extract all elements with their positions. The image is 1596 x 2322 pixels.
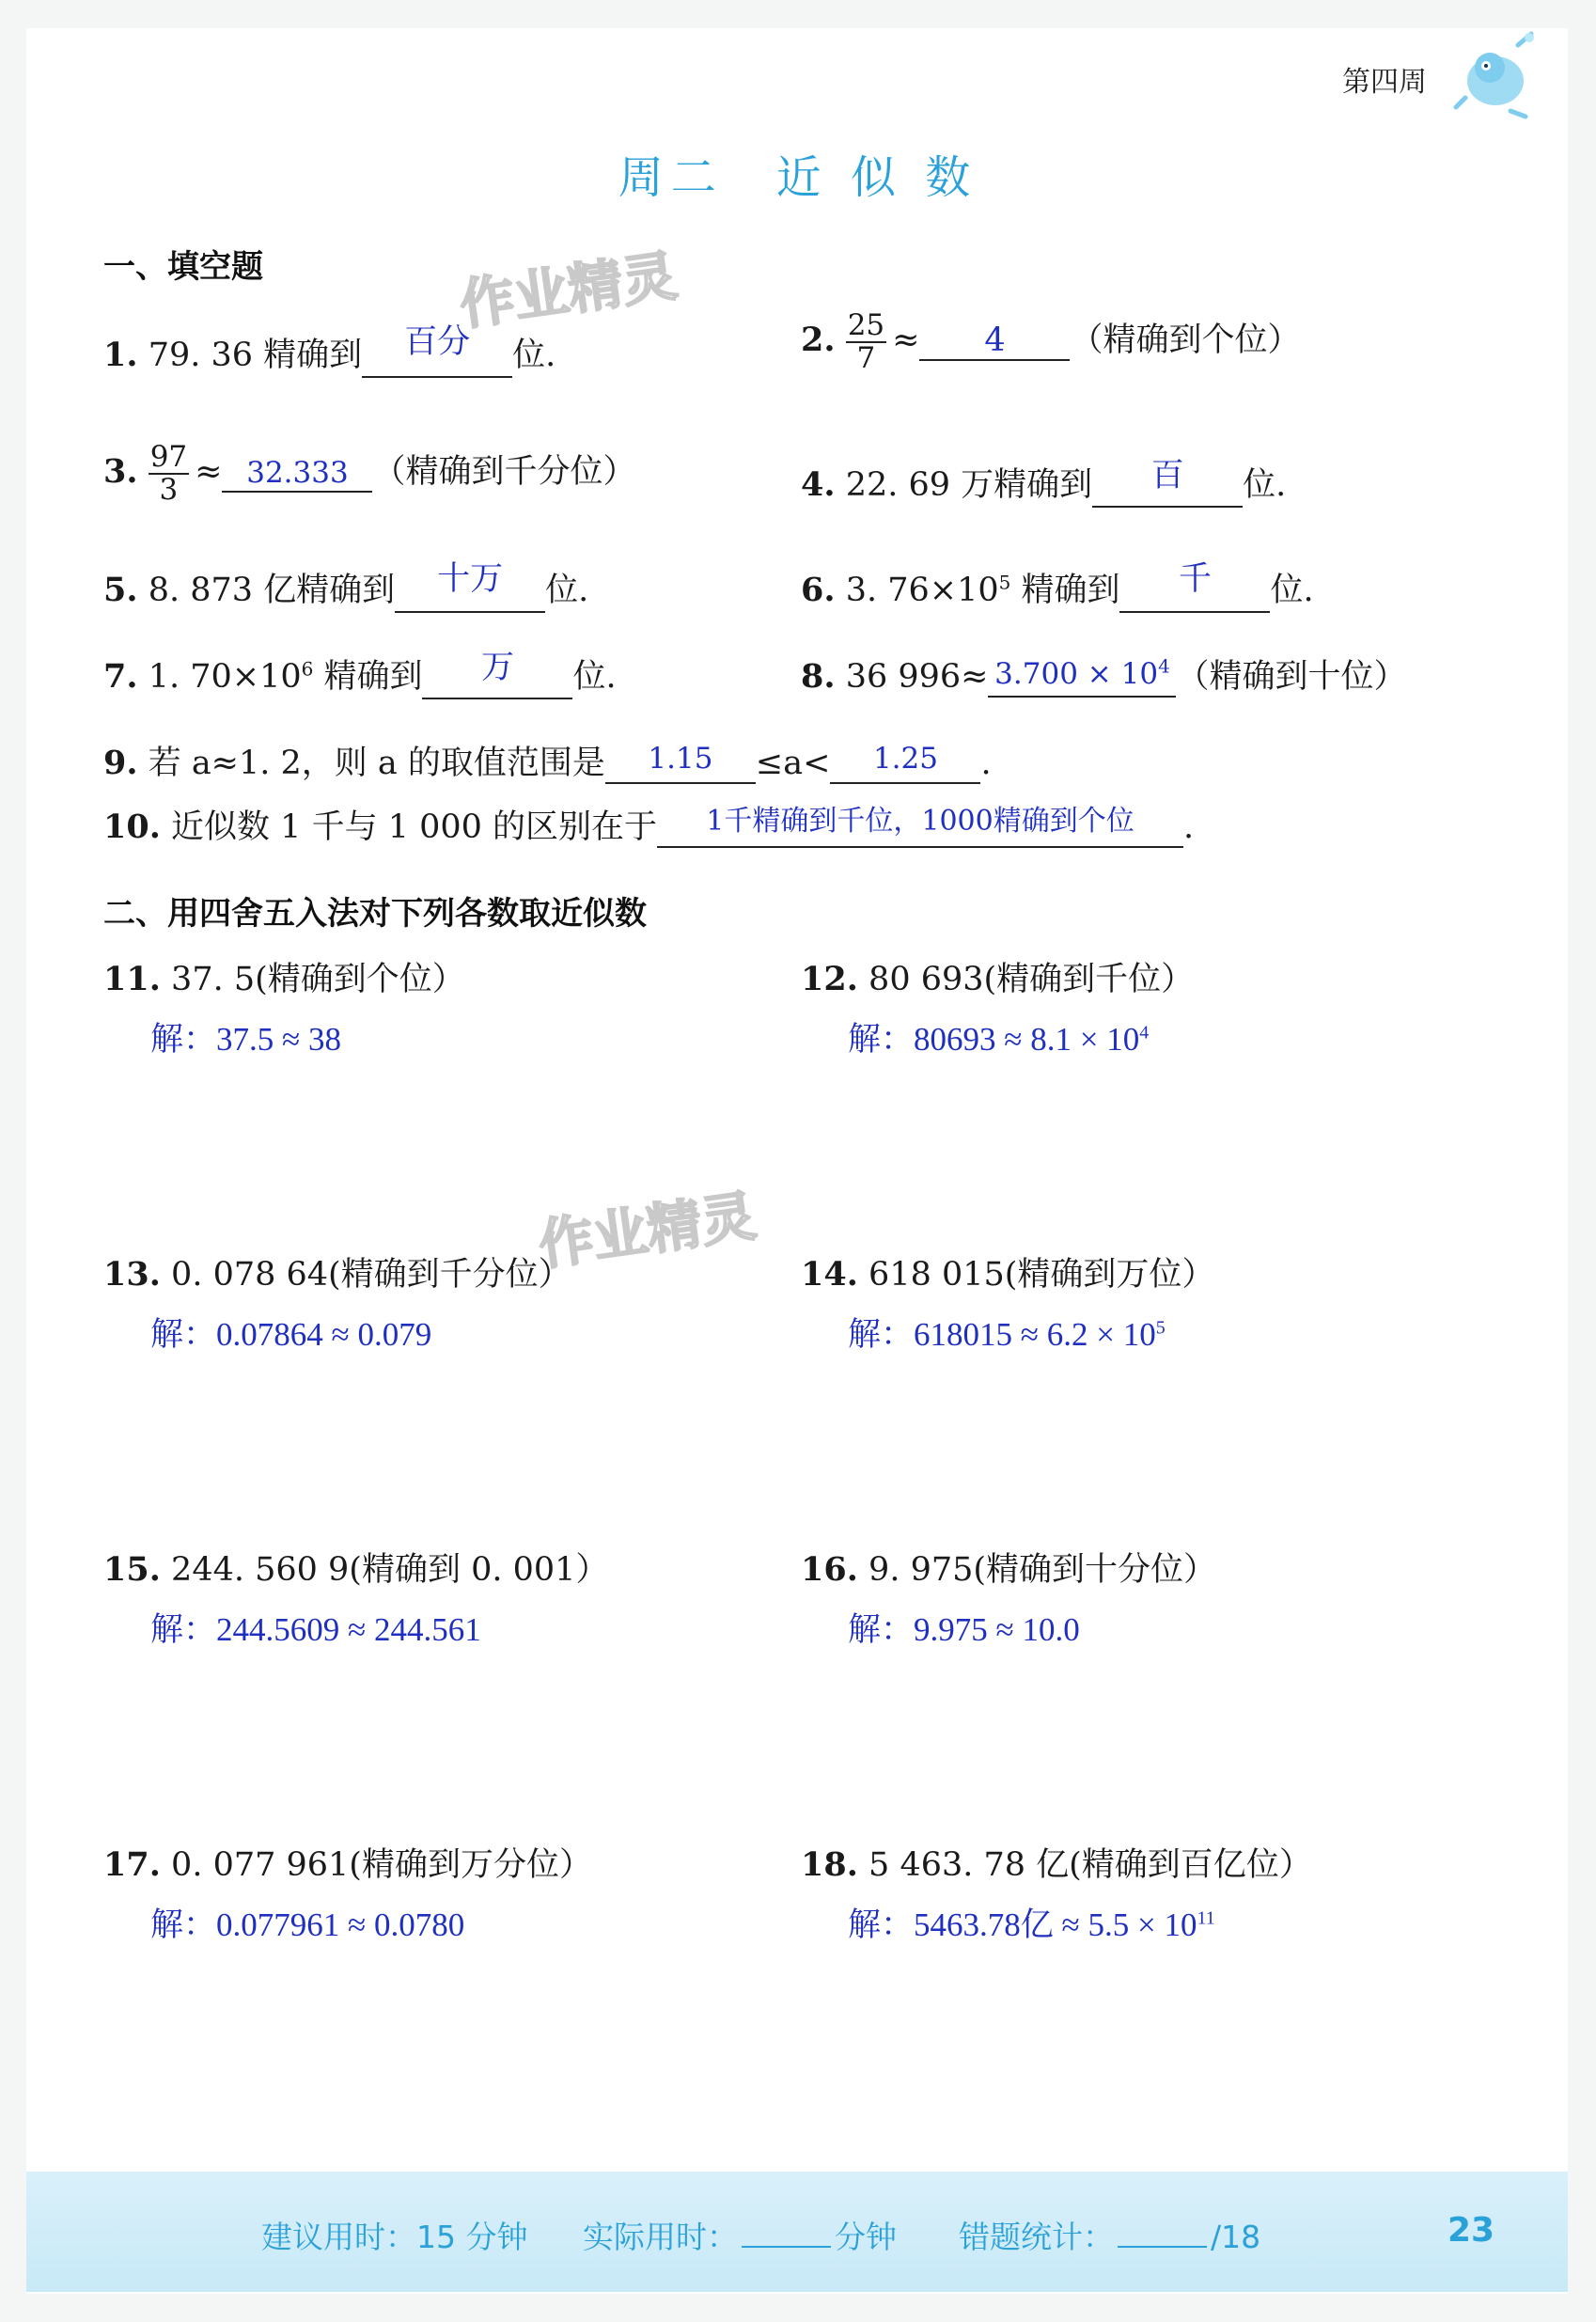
question-number: 10. bbox=[103, 808, 161, 846]
question-number: 15. bbox=[103, 1550, 161, 1589]
question-text: 618 015(精确到万位） bbox=[868, 1256, 1215, 1294]
question-number: 11. bbox=[103, 960, 161, 998]
actual-time-blank[interactable] bbox=[742, 2246, 831, 2248]
fraction bbox=[149, 442, 189, 505]
answer-text: 百分 bbox=[404, 323, 471, 361]
question-number: 8. bbox=[801, 657, 836, 696]
answer-text: 1.25 bbox=[872, 742, 938, 776]
question-text: 位. bbox=[572, 658, 617, 696]
question-8 bbox=[801, 651, 1407, 698]
solution-15 bbox=[150, 1604, 481, 1651]
solution-text: 解：80693 ≈ 8.1 × 10 bbox=[848, 1021, 1140, 1058]
question-text: 36 996≈ bbox=[845, 658, 989, 696]
question-number: 5. bbox=[103, 571, 138, 609]
question-text: （精确到千分位） bbox=[372, 453, 636, 492]
question-number: 4. bbox=[801, 465, 836, 504]
page-number: 23 bbox=[1447, 2211, 1495, 2250]
question-4 bbox=[801, 459, 1286, 508]
actual-time-label: 实际用时： bbox=[583, 2219, 738, 2255]
question-number: 9. bbox=[103, 744, 138, 782]
answer-text: 十万 bbox=[437, 560, 504, 598]
exponent: 5 bbox=[998, 571, 1011, 594]
error-count-label: 错题统计： bbox=[959, 2219, 1114, 2255]
question-5 bbox=[103, 560, 589, 613]
exponent: 5 bbox=[1155, 1317, 1166, 1339]
question-text: ≈ bbox=[892, 322, 920, 360]
question-6 bbox=[801, 560, 1314, 613]
question-text: . bbox=[980, 745, 992, 782]
question-number: 2. bbox=[801, 321, 836, 360]
error-count-total: /18 bbox=[1211, 2219, 1261, 2255]
question-text: 0. 077 961(精确到万分位） bbox=[171, 1846, 592, 1884]
solution-17 bbox=[150, 1899, 464, 1946]
answer-blank bbox=[422, 651, 572, 699]
question-text: 80 693(精确到千位） bbox=[868, 961, 1195, 998]
solution-18 bbox=[848, 1899, 1215, 1946]
question-14 bbox=[801, 1248, 1214, 1295]
week-label: 第四周 bbox=[1342, 66, 1427, 99]
question-text: 0. 078 64(精确到千分位） bbox=[171, 1256, 571, 1294]
fraction-numerator: 25 bbox=[847, 308, 885, 342]
question-text: 1. 70×10 bbox=[148, 658, 302, 696]
solution-16 bbox=[848, 1604, 1080, 1651]
question-text: 3. 76×10 bbox=[845, 572, 999, 609]
answer-blank bbox=[830, 742, 980, 784]
exponent: 4 bbox=[1139, 1022, 1150, 1043]
question-text: 位. bbox=[1270, 572, 1314, 609]
answer-blank bbox=[657, 805, 1183, 848]
solution-14 bbox=[848, 1309, 1166, 1356]
answer-blank bbox=[919, 322, 1070, 361]
question-text: 5 463. 78 亿(精确到百亿位） bbox=[868, 1846, 1312, 1884]
question-number: 6. bbox=[801, 571, 836, 609]
answer-text: 千 bbox=[1178, 560, 1212, 598]
question-text: 精确到 bbox=[1010, 572, 1120, 609]
question-1 bbox=[103, 323, 556, 378]
answer-blank bbox=[362, 323, 512, 378]
question-text: （精确到十位） bbox=[1176, 658, 1407, 696]
actual-time bbox=[583, 2213, 897, 2257]
question-2 bbox=[801, 310, 1300, 373]
question-16 bbox=[801, 1544, 1216, 1591]
question-number: 3. bbox=[103, 452, 138, 492]
question-text: 9. 975(精确到十分位） bbox=[868, 1551, 1217, 1589]
question-7 bbox=[103, 651, 617, 699]
solution-11 bbox=[150, 1013, 341, 1060]
question-text: 位. bbox=[512, 337, 556, 374]
question-text: 79. 36 精确到 bbox=[148, 337, 363, 374]
solution-12 bbox=[848, 1013, 1149, 1060]
answer-text: 万 bbox=[480, 649, 514, 686]
question-text: 精确到 bbox=[313, 658, 423, 696]
question-text: 22. 69 万精确到 bbox=[845, 466, 1093, 504]
question-18 bbox=[801, 1839, 1312, 1886]
question-text: 244. 560 9(精确到 0. 001） bbox=[171, 1551, 609, 1589]
question-number: 16. bbox=[801, 1550, 858, 1589]
exponent: 6 bbox=[301, 657, 314, 681]
answer-blank bbox=[1119, 560, 1270, 613]
actual-time-unit: 分钟 bbox=[835, 2219, 897, 2255]
section-fill-heading: 一、填空题 bbox=[103, 248, 263, 286]
question-text: 位. bbox=[545, 572, 589, 609]
question-text: ≈ bbox=[195, 453, 223, 492]
section-round-heading: 二、用四舍五入法对下列各数取近似数 bbox=[103, 895, 647, 933]
fraction bbox=[846, 310, 886, 373]
question-text: 位. bbox=[1243, 466, 1287, 504]
answer-text bbox=[994, 654, 1170, 691]
question-text: 近似数 1 千与 1 000 的区别在于 bbox=[171, 808, 658, 846]
question-11 bbox=[103, 953, 465, 1000]
answer-text: 1.15 bbox=[648, 742, 713, 776]
question-number: 12. bbox=[801, 960, 858, 998]
fraction-denominator: 3 bbox=[159, 472, 179, 507]
answer-text: 4 bbox=[984, 322, 1006, 360]
question-13 bbox=[103, 1248, 571, 1295]
watermark: 作业精灵 bbox=[535, 1184, 760, 1278]
question-text: 8. 873 亿精确到 bbox=[148, 572, 396, 609]
answer-blank bbox=[605, 742, 756, 784]
answer-text: 32.333 bbox=[246, 456, 349, 491]
question-text: 37. 5(精确到个位） bbox=[171, 961, 465, 998]
answer-exponent: 4 bbox=[1158, 654, 1170, 678]
question-text: . bbox=[1183, 808, 1195, 846]
question-number: 7. bbox=[103, 657, 138, 696]
answer-base: 3.700 × 10 bbox=[994, 657, 1159, 691]
solution-text: 解：244.5609 ≈ 244.561 bbox=[150, 1611, 481, 1648]
answer-blank bbox=[988, 654, 1176, 698]
question-number: 17. bbox=[103, 1845, 161, 1884]
fraction-numerator: 97 bbox=[149, 440, 188, 474]
question-3 bbox=[103, 442, 635, 505]
exponent: 11 bbox=[1197, 1907, 1215, 1929]
answer-blank bbox=[1092, 459, 1243, 508]
solution-text: 解：618015 ≈ 6.2 × 10 bbox=[848, 1316, 1156, 1353]
suggested-time: 建议用时：15 分钟 bbox=[261, 2219, 528, 2255]
question-text: （精确到个位） bbox=[1070, 322, 1301, 360]
answer-blank bbox=[222, 453, 372, 493]
question-text: ≤a< bbox=[755, 745, 831, 782]
question-text: 若 a≈1. 2，则 a 的取值范围是 bbox=[148, 745, 605, 782]
question-17 bbox=[103, 1839, 592, 1886]
question-12 bbox=[801, 953, 1194, 1000]
page-title: 周二 近 似 数 bbox=[618, 151, 978, 204]
question-10 bbox=[103, 801, 1194, 848]
error-count-blank[interactable] bbox=[1118, 2246, 1207, 2248]
solution-text: 解：9.975 ≈ 10.0 bbox=[848, 1611, 1080, 1648]
answer-text: 1千精确到千位，1000精确到个位 bbox=[706, 805, 1134, 838]
answer-text: 百 bbox=[1150, 457, 1184, 494]
solution-text: 解：0.07864 ≈ 0.079 bbox=[150, 1316, 432, 1353]
answer-blank bbox=[395, 560, 545, 613]
question-number: 1. bbox=[103, 336, 138, 374]
question-number: 18. bbox=[801, 1845, 858, 1884]
question-15 bbox=[103, 1544, 608, 1591]
question-number: 13. bbox=[103, 1255, 161, 1294]
solution-text: 解：0.077961 ≈ 0.0780 bbox=[150, 1906, 465, 1943]
mascot-icon bbox=[1452, 26, 1539, 120]
solution-13 bbox=[150, 1309, 431, 1356]
question-9 bbox=[103, 737, 992, 784]
question-number: 14. bbox=[801, 1255, 858, 1294]
fraction-denominator: 7 bbox=[856, 340, 876, 375]
solution-text: 解：5463.78亿 ≈ 5.5 × 10 bbox=[848, 1906, 1197, 1943]
solution-text: 解：37.5 ≈ 38 bbox=[150, 1021, 341, 1058]
watermark: 作业精灵 bbox=[456, 243, 681, 337]
error-count bbox=[959, 2213, 1260, 2257]
